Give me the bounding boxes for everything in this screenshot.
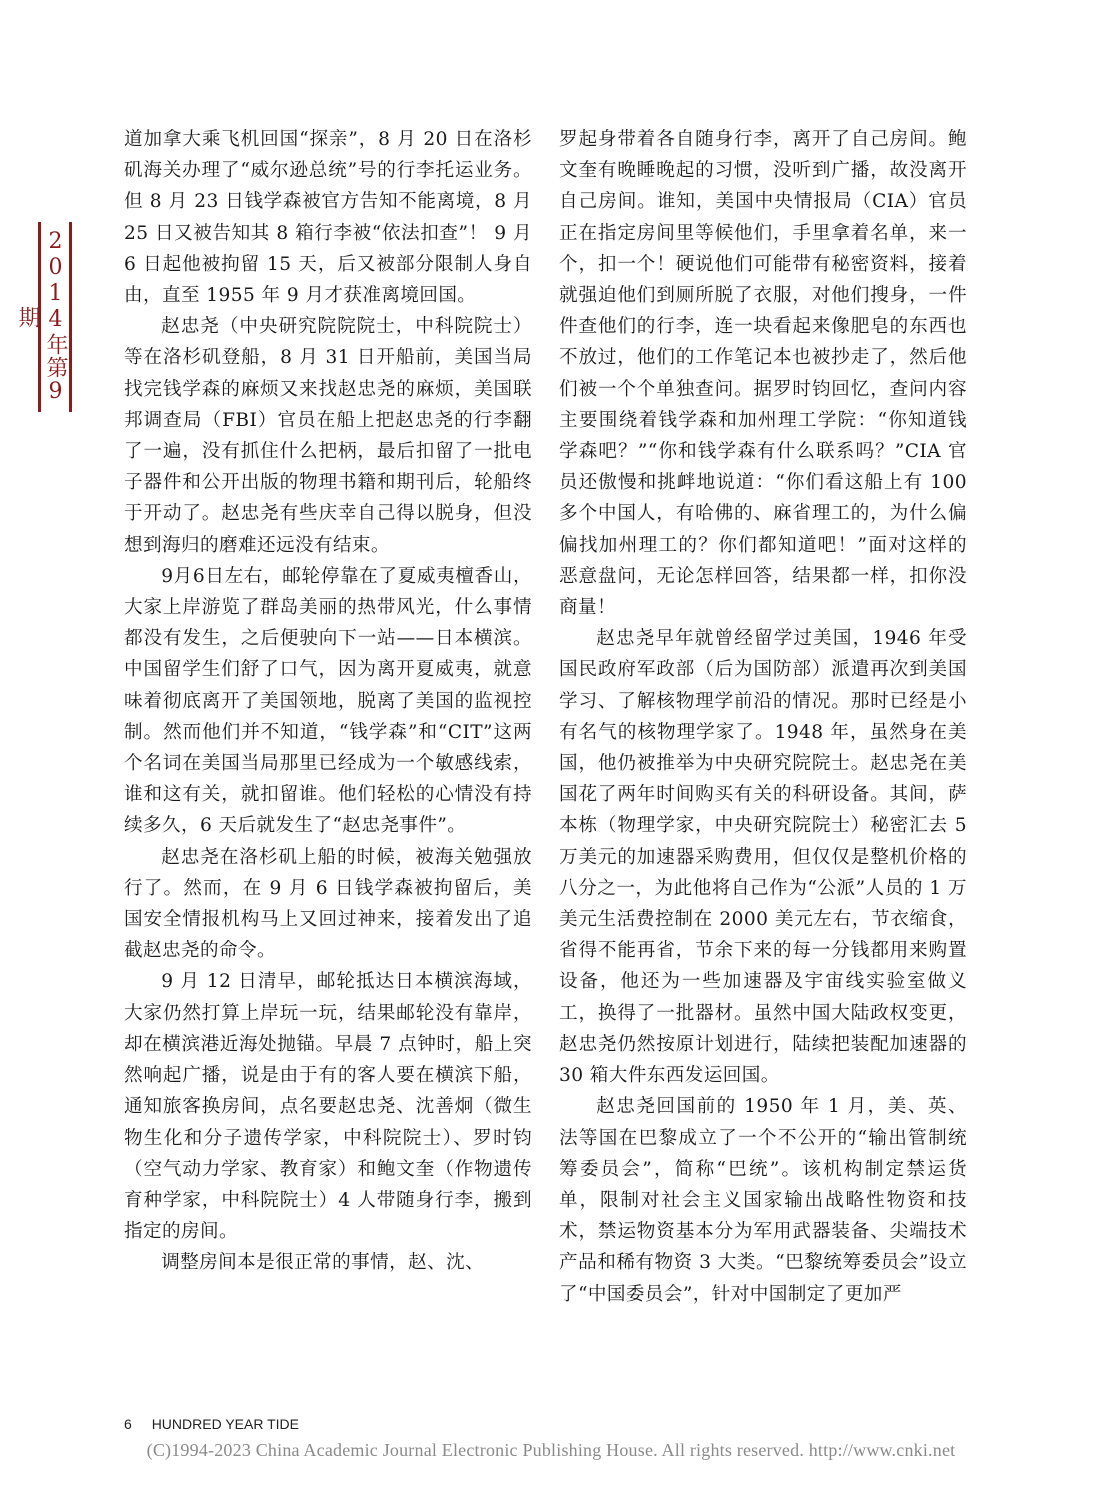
sidebar-rule-right <box>69 222 72 412</box>
paragraph: 9月6日左右，邮轮停靠在了夏威夷檀香山，大家上岸游览了群岛美丽的热带风光，什么事情都没有发生，之后便驶向下一站——日本横滨。中国留学生们舒了口气，因为离开夏威夷，就意味着彻底离开了美国领地，脱离了美国的监视控制。然而他们并不知道，“钱学森”和“CIT”这两个名词在美国当局那里已经成为一个敏感线索，谁和这有关，就扣留谁。他们轻松的心情没有持续多久，6 天后就发生了“赵忠尧事件”。 <box>124 565 532 837</box>
copyright-notice: (C)1994-2023 China Academic Journal Electronic Publishing House. All rights reserved. http://www.cnki.net <box>146 1440 956 1460</box>
paragraph: 赵忠尧在洛杉矶上船的时候，被海关勉强放行了。然而，在 9 月 6 日钱学森被拘留后，美国安全情报机构马上又回过神来，接着发出了追截赵忠尧的命令。 <box>124 846 532 962</box>
paragraph: 调整房间本是很正常的事情，赵、沈、 <box>161 1252 485 1274</box>
issue-label: 2014年第9期 <box>15 229 68 405</box>
paragraph: 罗起身带着各自随身行李，离开了自己房间。鲍文奎有晚睡晚起的习惯，没听到广播，故没离开自己房间。谁知，美国中央情报局（CIA）官员正在指定房间里等候他们，手里拿着名单，来一个，扣一个！硬说他们可能带有秘密资料，接着就强迫他们到厕所脱了衣服，对他们搜身，一件件查他们的行李，连一块看起来像肥皂的东西也不放过，他们的工作笔记本也被抄走了，然后他们被一个个单独查问。据罗时钧回忆，查问内容主要围绕着钱学森和加州理工学院：“你知道钱学森吧？”“你和钱学森有什么联系吗？”CIA 官员还傲慢和挑衅地说道：“你们看这船上有 100 多个中国人，有哈佛的、麻省理工的，为什么偏偏找加州理工的？你们都知道吧！”面对这样的恶意盘问，无论怎样回答，结果都一样，扣你没商量！ <box>559 129 967 619</box>
page-number: 6 <box>124 1416 132 1432</box>
left-column <box>124 124 532 1279</box>
paragraph: 9 月 12 日清早，邮轮抵达日本横滨海域，大家仍然打算上岸玩一玩，结果邮轮没有靠岸，却在横滨港近海处抛锚。早晨 7 点钟时，船上突然响起广播，说是由于有的客人要在横滨下船，通知旅客换房间，点名要赵忠尧、沈善炯（微生物生化和分子遗传学家，中科院院士）、罗时钧（空气动力学家、教育家）和鲍文奎（作物遗传育种学家，中科院院士）4 人带随身行李，搬到指定的房间。 <box>124 971 532 1243</box>
paragraph: 道加拿大乘飞机回国“探亲”，8 月 20 日在洛杉矶海关办理了“威尔逊总统”号的行李托运业务。但 8 月 23 日钱学森被官方告知不能离境，8 月 25 日又被告知其 8 箱行李被“依法扣查”！ 9 月 6 日起他被拘留 15 天，后又被部分限制人身自由，直至 1955 年 9 月才获准离境回国。 <box>124 129 532 307</box>
journal-name: HUNDRED YEAR TIDE <box>151 1416 299 1432</box>
issue-sidebar <box>15 222 72 412</box>
paragraph: 赵忠尧回国前的 1950 年 1 月，美、英、法等国在巴黎成立了一个不公开的“输出管制统筹委员会”，简称“巴统”。该机构制定禁运货单，限制对社会主义国家输出战略性物资和技术，禁运物资基本分为军用武器装备、尖端技术产品和稀有物资 3 大类。“巴黎统筹委员会”设立了“中国委员会”，针对中国制定了更加严 <box>559 1096 967 1305</box>
right-column <box>559 124 967 1310</box>
paragraph: 赵忠尧（中央研究院院院士，中科院院士）等在洛杉矶登船，8 月 31 日开船前，美国当局找完钱学森的麻烦又来找赵忠尧的麻烦，美国联邦调查局（FBI）官员在船上把赵忠尧的行李翻了一遍，没有抓住什么把柄，最后扣留了一批电子器件和公开出版的物理书籍和期刊后，轮船终于开动了。赵忠尧有些庆幸自己得以脱身，但没想到海归的磨难还远没有结束。 <box>124 316 532 556</box>
page-footer <box>124 1416 299 1432</box>
paragraph: 赵忠尧早年就曾经留学过美国，1946 年受国民政府军政部（后为国防部）派遣再次到美国学习、了解核物理学前沿的情况。那时已经是小有名气的核物理学家了。1948 年，虽然身在美国，他仍被推举为中央研究院院士。赵忠尧在美国花了两年时间购买有关的科研设备。其间，萨本栋（物理学家，中央研究院院士）秘密汇去 5 万美元的加速器采购费用，但仅仅是整机价格的八分之一，为此他将自己作为“公派”人员的 1 万美元生活费控制在 2000 美元左右，节衣缩食，省得不能再省，节余下来的每一分钱都用来购置设备，他还为一些加速器及宇宙线实验室做义工，换得了一批器材。虽然中国大陆政权变更，赵忠尧仍然按原计划进行，陆续把装配加速器的 30 箱大件东西发运回国。 <box>559 628 967 1087</box>
